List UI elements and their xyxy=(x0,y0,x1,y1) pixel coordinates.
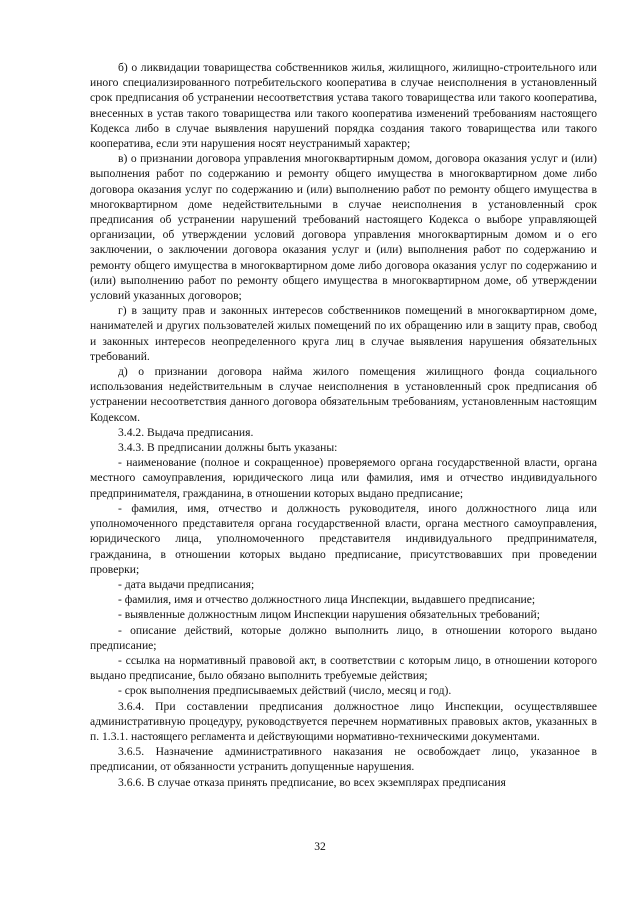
paragraph-b-liquidation: б) о ликвидации товарищества собственников жилья, жилищного, жилищно-строительного или иного специализированного потребительского кооператива в случае неисполнения в установленный срок предписания об устранении несоответствия устава такого товарищества или такого кооператива, внесенных в устав такого товарищества или такого кооператива изменений требованиям настоящего Кодекса либо в случае выявления нарушений порядка создания такого товарищества или такого кооператива, если эти нарушения носят неустранимый характер; xyxy=(90,61,597,151)
list-item-issue-date: - дата выдачи предписания; xyxy=(118,577,255,591)
section-3-6-5: 3.6.5. Назначение административного наказания не освобождает лицо, указанное в предписании, от обязанности устранить допущенные нарушения. xyxy=(90,745,597,774)
page-number: 32 xyxy=(314,840,326,853)
list-item-actions: - описание действий, которые должно выполнить лицо, в отношении которого выдано предписание; xyxy=(90,623,597,652)
list-item-representative: - фамилия, имя, отчество и должность руководителя, иного должностного лица или уполномоченного представителя органа государственной власти, органа местного самоуправления, юридического лица, уполномоченного представителя индивидуального предпринимателя, гражданина, в отношении которых выдано предписание, присутствовавших при проведении проверки; xyxy=(90,501,597,576)
section-3-4-3: 3.4.3. В предписании должны быть указаны: xyxy=(118,441,338,455)
list-item-violations: - выявленные должностным лицом Инспекции нарушения обязательных требований; xyxy=(118,608,540,622)
section-3-6-4: 3.6.4. При составлении предписания должностное лицо Инспекции, осуществлявшее административную процедуру, руководствуется перечнем нормативных правовых актов, указанных в п. 1.3.1. настоящего регламента и действующими нормативно-техническими документами. xyxy=(90,699,597,743)
paragraph-v-contract-invalidation: в) о признании договора управления многоквартирным домом, договора оказания услуг и (или) выполнения работ по содержанию и ремонту общего имущества в многоквартирном доме либо договора оказания услуг по содержанию и (или) выполнению работ по ремонту общего имущества в многоквартирном доме недействительными в случае неисполнения в установленный срок предписания об устранении нарушений требований настоящего Кодекса о выборе управляющей организации, об утверждении условий договора управления многоквартирным домом и о его заключении, о заключении договора оказания услуг и (или) выполнения работ по содержанию и ремонту общего имущества в многоквартирном доме либо договора оказания услуг по содержанию и (или) выполнению работ по ремонту общего имущества в многоквартирном доме, об утверждении условий указанных договоров; xyxy=(90,152,597,303)
section-3-4-2: 3.4.2. Выдача предписания. xyxy=(118,425,254,439)
list-item-inspector-name: - фамилия, имя и отчество должностного лица Инспекции, выдавшего предписание; xyxy=(118,593,536,607)
list-item-name: - наименование (полное и сокращенное) проверяемого органа государственной власти, органа местного самоуправления, юридического лица или фамилия, имя и отчество индивидуального предпринимателя, гражданина, в отношении которых выдано предписание; xyxy=(90,456,597,500)
page-body xyxy=(90,60,597,790)
list-item-legal-reference: - ссылка на нормативный правовой акт, в соответствии с которым лицо, в отношении которого выдано предписание, было обязано выполнить требуемые действия; xyxy=(90,653,597,683)
paragraph-d-lease-invalidation: д) о признании договора найма жилого помещения жилищного фонда социального использования недействительным в случае неисполнения в установленный срок предписания об устранении несоответствия данного договора обязательным требованиям, установленным настоящим Кодексом. xyxy=(90,365,597,424)
list-item-deadline: - срок выполнения предписываемых действий (число, месяц и год). xyxy=(118,684,452,698)
paragraph-g-rights-protection: г) в защиту прав и законных интересов собственников помещений в многоквартирном доме, нанимателей и других пользователей жилых помещений по их обращению или в защиту прав, свобод и законных интересов неопределенного круга лиц в случае выявления нарушения обязательных требований. xyxy=(90,304,597,363)
section-3-6-6: 3.6.6. В случае отказа принять предписание, во всех экземплярах предписания xyxy=(118,775,506,789)
